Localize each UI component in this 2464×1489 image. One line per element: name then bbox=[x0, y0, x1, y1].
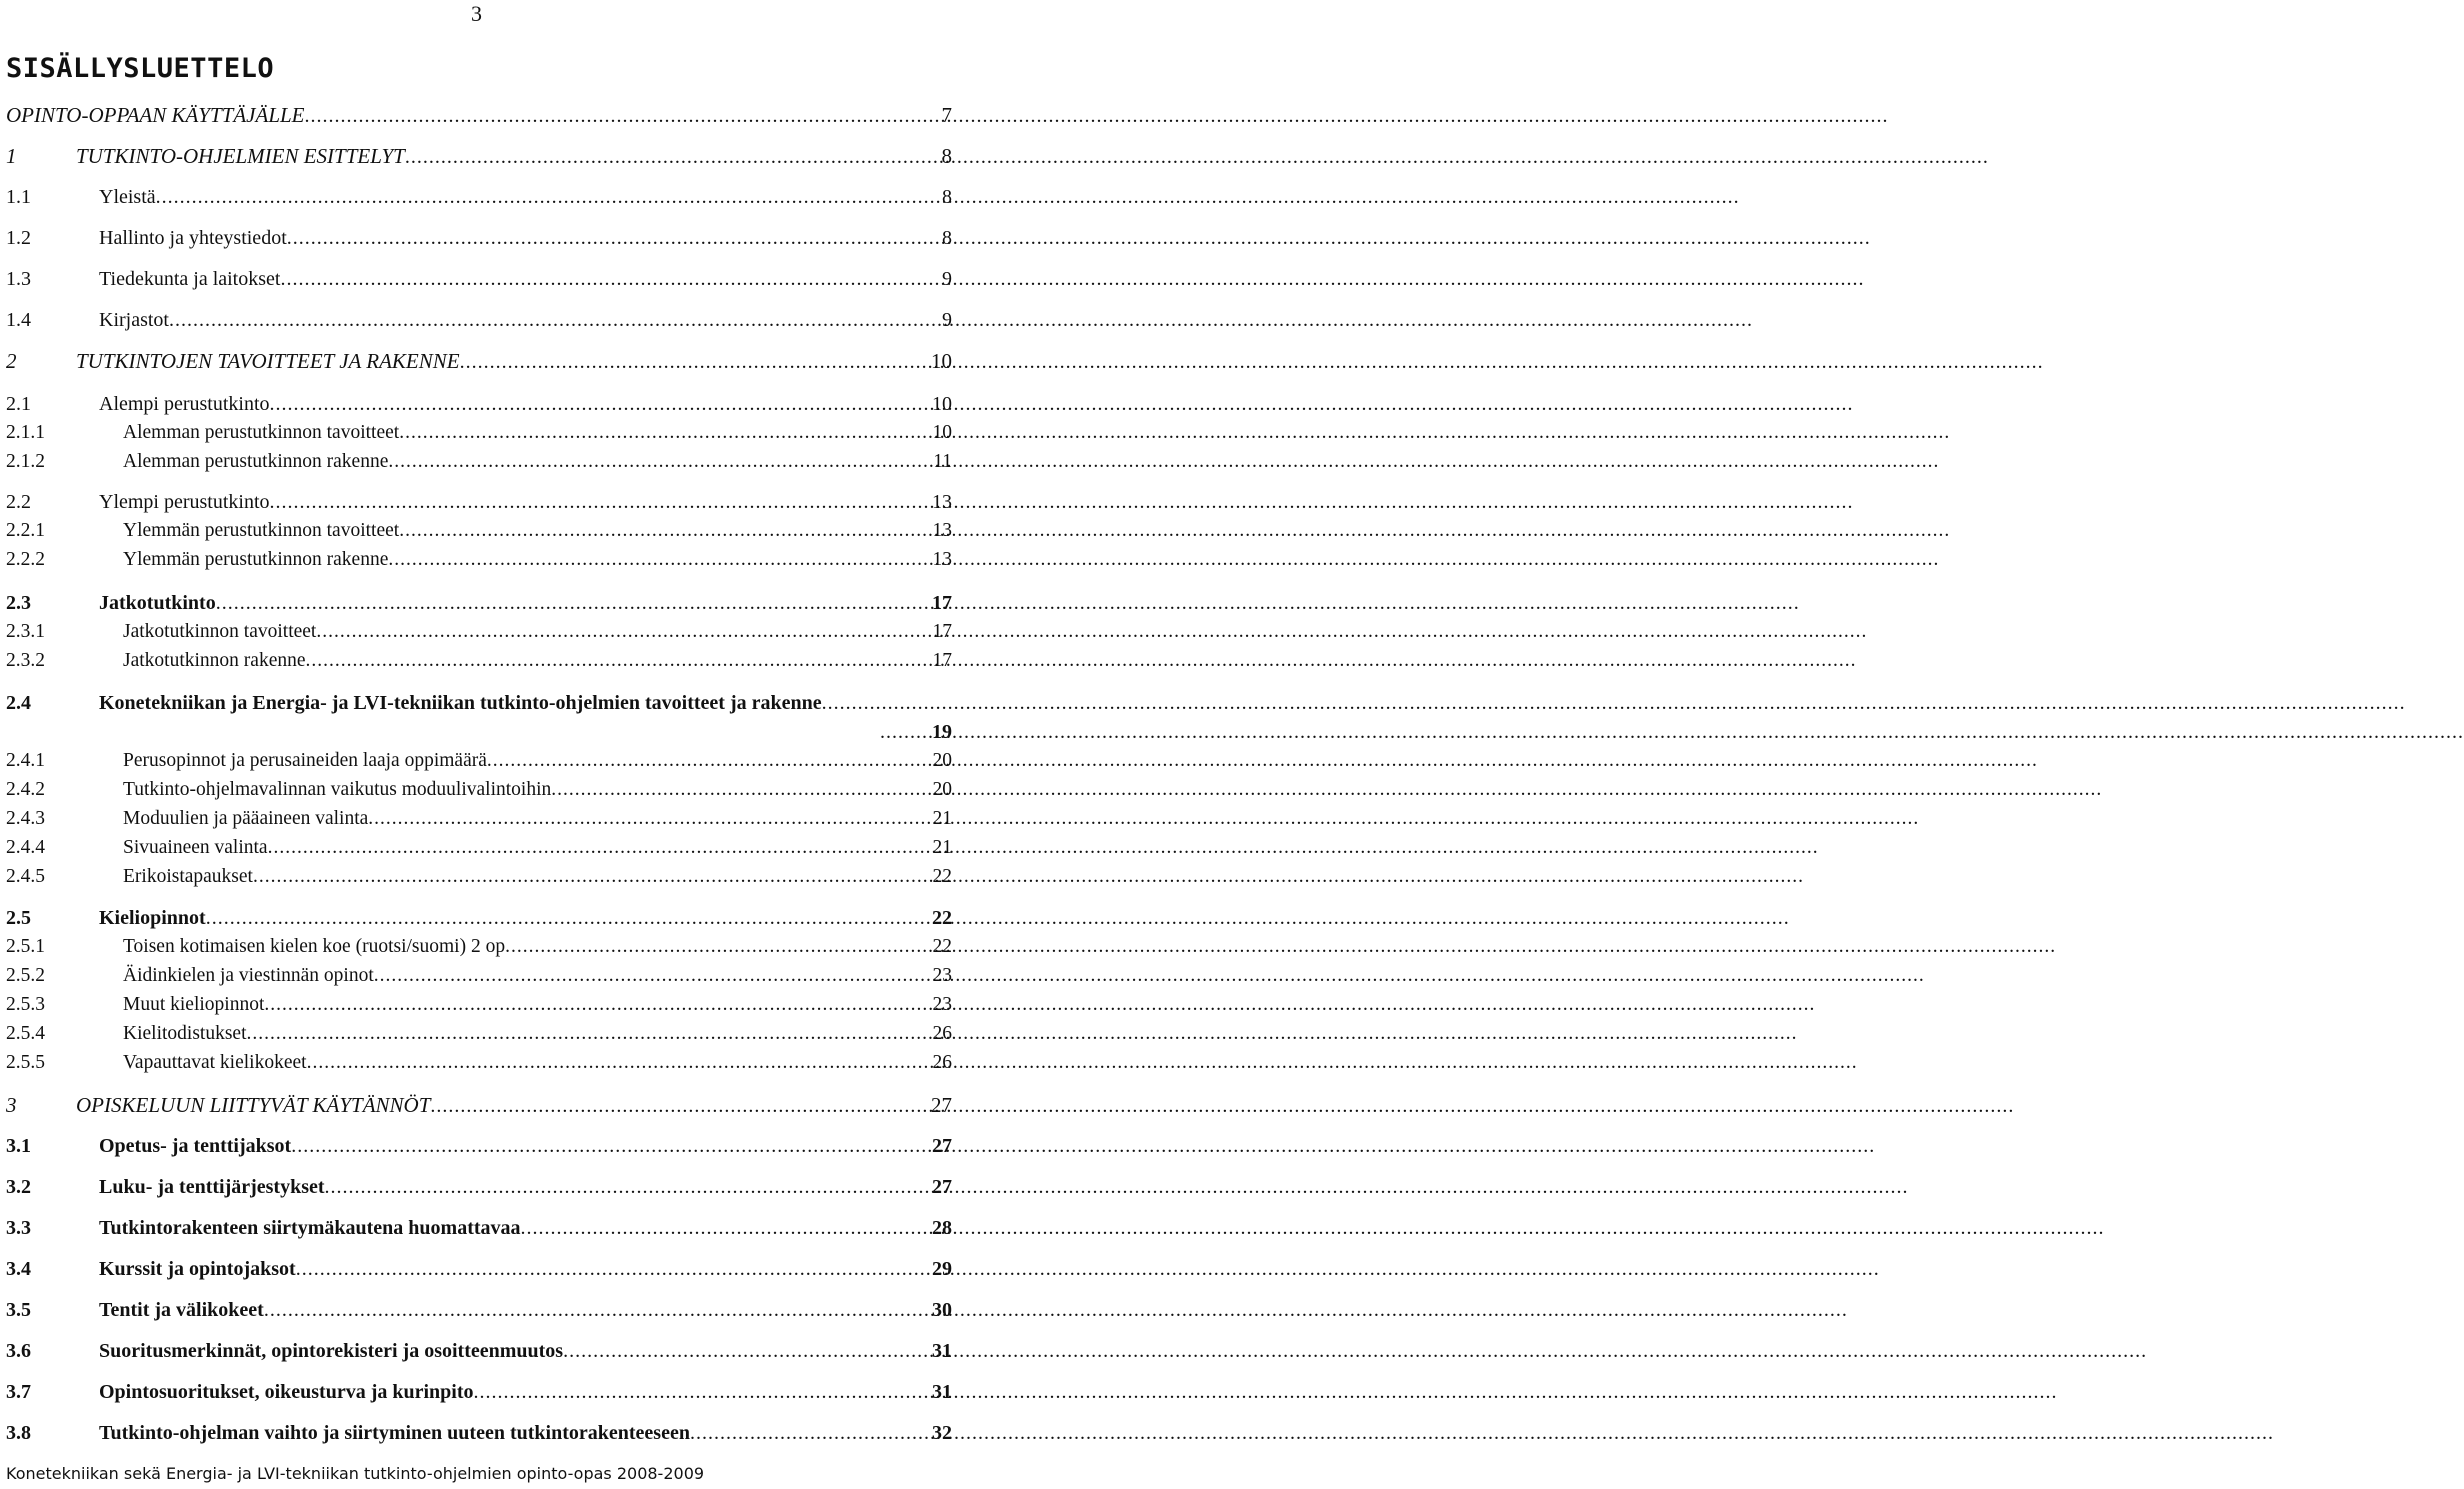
toc-entry-title: Ylemmän perustutkinnon rakenne bbox=[123, 549, 389, 570]
toc-entry-2-3-1[interactable] bbox=[6, 617, 952, 647]
toc-entry-1-3[interactable] bbox=[6, 264, 952, 294]
toc-entry-title: Tiedekunta ja laitokset bbox=[99, 268, 281, 290]
toc-entry-2-5-5[interactable] bbox=[6, 1048, 952, 1078]
toc-entry-title: Ylempi perustutkinto bbox=[99, 491, 270, 513]
toc-entry-title: TUTKINTOJEN TAVOITTEET JA RAKENNE bbox=[76, 349, 460, 373]
toc-entry-number: 3.1 bbox=[6, 1135, 31, 1157]
toc-entry-page: 28 bbox=[932, 1217, 952, 1239]
toc-entry-2-4-5[interactable] bbox=[6, 862, 952, 892]
toc-leader-dots bbox=[430, 1091, 929, 1121]
toc-entry-number: 3.8 bbox=[6, 1422, 31, 1444]
toc-entry-title: Opintosuoritukset, oikeusturva ja kurinpito bbox=[99, 1381, 474, 1403]
toc-entry-number: 2.3 bbox=[6, 592, 31, 614]
toc-entry-page: 21 bbox=[932, 837, 952, 858]
toc-entry-title: Tutkintorakenteen siirtymäkautena huomattavaa bbox=[99, 1217, 521, 1239]
toc-entry-title: Tutkinto-ohjelman vaihto ja siirtyminen uuteen tutkintorakenteeseen bbox=[99, 1422, 690, 1444]
toc-entry-number: 2.4.3 bbox=[6, 808, 45, 829]
toc-entry-2-5-1[interactable] bbox=[6, 932, 952, 962]
toc-entry-title: Tentit ja välikokeet bbox=[99, 1299, 264, 1321]
toc-entry-page: 23 bbox=[932, 965, 952, 986]
toc-entry-2-4-4[interactable] bbox=[6, 833, 952, 863]
toc-entry-title: Konetekniikan ja Energia- ja LVI-tekniikan tutkinto-ohjelmien tavoitteet ja rakenne bbox=[99, 692, 822, 714]
toc-entry-chapter-3[interactable] bbox=[6, 1090, 952, 1120]
toc-leader-dots bbox=[563, 1336, 930, 1366]
toc-entry-number: 3.3 bbox=[6, 1217, 31, 1239]
toc-entry-page: 29 bbox=[932, 1258, 952, 1280]
toc-leader-dots bbox=[374, 961, 931, 991]
toc-entry-number: 3.5 bbox=[6, 1299, 31, 1321]
toc-entry-title: Vapauttavat kielikokeet bbox=[123, 1052, 307, 1073]
toc-entry-title: Suoritusmerkinnät, opintorekisteri ja osoitteenmuutos bbox=[99, 1340, 564, 1362]
toc-entry-page: 27 bbox=[932, 1176, 952, 1198]
toc-entry-number: 2.4 bbox=[6, 692, 31, 714]
toc-entry-2-3-2[interactable] bbox=[6, 646, 952, 676]
toc-entry-title: Moduulien ja pääaineen valinta bbox=[123, 808, 369, 829]
toc-entry-number: 2.5.2 bbox=[6, 965, 45, 986]
toc-entry-3-6[interactable] bbox=[6, 1336, 952, 1366]
toc-entry-number: 2.4.4 bbox=[6, 837, 45, 858]
toc-entry-2-5[interactable] bbox=[6, 903, 952, 933]
toc-entry-number: 2.2.2 bbox=[6, 549, 45, 570]
toc-entry-page: 22 bbox=[932, 866, 952, 887]
toc-entry-number: 2.5.1 bbox=[6, 936, 45, 957]
page-number: 3 bbox=[471, 1, 482, 26]
toc-entry-page: 17 bbox=[932, 592, 952, 614]
toc-leader-dots bbox=[270, 389, 930, 419]
toc-leader-dots bbox=[388, 447, 931, 477]
toc-entry-page: 19 bbox=[932, 721, 952, 743]
toc-entry-2-4[interactable] bbox=[6, 688, 952, 718]
toc-entry-title: Kielitodistukset bbox=[123, 1023, 247, 1044]
toc-entry-title: Sivuaineen valinta bbox=[123, 837, 268, 858]
toc-entry-2-1[interactable] bbox=[6, 389, 952, 419]
toc-entry-title: OPISKELUUN LIITTYVÄT KÄYTÄNNÖT bbox=[76, 1093, 431, 1117]
toc-entry-number: 2.4.2 bbox=[6, 779, 45, 800]
toc-entry-number: 2.5 bbox=[6, 907, 31, 929]
toc-entry-number: 2.5.3 bbox=[6, 994, 45, 1015]
toc-entry-2-3[interactable] bbox=[6, 588, 952, 618]
toc-entry-3-2[interactable] bbox=[6, 1172, 952, 1202]
toc-entry-title: Jatkotutkinnon rakenne bbox=[123, 650, 306, 671]
toc-entry-2-5-4[interactable] bbox=[6, 1019, 952, 1049]
toc-entry-title: Jatkotutkinto bbox=[99, 592, 216, 614]
toc-entry-title: Kurssit ja opintojaksot bbox=[99, 1258, 296, 1280]
toc-entry-number: 1.1 bbox=[6, 186, 31, 208]
toc-entry-number: 2.2 bbox=[6, 491, 31, 513]
toc-leader-dots bbox=[388, 545, 930, 575]
toc-entry-2-2[interactable] bbox=[6, 487, 952, 517]
toc-entry-number: 2.3.1 bbox=[6, 621, 45, 642]
toc-entry-3-8[interactable] bbox=[6, 1418, 952, 1448]
toc-entry-2-2-2[interactable] bbox=[6, 545, 952, 575]
toc-entry-title: Hallinto ja yhteystiedot bbox=[99, 227, 287, 249]
toc-entry-page: 8 bbox=[942, 186, 952, 208]
toc-entry-number: 2.5.4 bbox=[6, 1023, 45, 1044]
toc-entry-page: 31 bbox=[932, 1381, 952, 1403]
toc-leader-dots bbox=[268, 833, 931, 863]
toc-leader-dots bbox=[307, 1048, 931, 1078]
toc-entry-number: 3.4 bbox=[6, 1258, 31, 1280]
toc-entry-page: 32 bbox=[932, 1422, 952, 1444]
toc-entry-2-5-2[interactable] bbox=[6, 961, 952, 991]
toc-entry-page: 13 bbox=[932, 520, 952, 541]
toc-entry-page: 10 bbox=[931, 349, 952, 373]
toc-entry-page: 17 bbox=[932, 650, 952, 671]
toc-entry-number: 1.3 bbox=[6, 268, 31, 290]
toc-entry-1-2[interactable] bbox=[6, 223, 952, 253]
toc-entry-page: 8 bbox=[942, 227, 952, 249]
toc-entry-title: Toisen kotimaisen kielen koe (ruotsi/suomi) 2 op bbox=[123, 936, 506, 957]
toc-entry-page: 10 bbox=[932, 393, 952, 415]
page-footer: Konetekniikan sekä Energia- ja LVI-tekniikan tutkinto-ohjelmien opinto-opas 2008-2009 bbox=[6, 1464, 705, 1483]
toc-entry-2-4-continuation bbox=[6, 717, 952, 747]
toc-leader-dots bbox=[325, 1172, 930, 1202]
toc-leader-dots bbox=[216, 588, 930, 618]
toc-entry-page: 10 bbox=[932, 422, 952, 443]
toc-entry-3-5[interactable] bbox=[6, 1295, 952, 1325]
toc-entry-page: 23 bbox=[932, 994, 952, 1015]
toc-leader-dots bbox=[474, 1377, 930, 1407]
toc-entry-page: 8 bbox=[941, 144, 952, 168]
toc-leader-dots bbox=[296, 1254, 930, 1284]
toc-leader-dots bbox=[880, 717, 930, 747]
toc-entry-number: 2.1.1 bbox=[6, 422, 45, 443]
toc-leader-dots bbox=[487, 746, 931, 776]
toc-leader-dots bbox=[399, 516, 930, 546]
toc-leader-dots bbox=[822, 688, 952, 718]
toc-entry-page: 13 bbox=[932, 491, 952, 513]
toc-entry-page: 7 bbox=[941, 103, 952, 127]
toc-leader-dots bbox=[206, 903, 930, 933]
toc-leader-dots bbox=[287, 223, 940, 253]
toc-leader-dots bbox=[291, 1131, 930, 1161]
toc-entry-number: 2.4.1 bbox=[6, 750, 45, 771]
toc-entry-number: 3.6 bbox=[6, 1340, 31, 1362]
toc-entry-number: 2 bbox=[6, 349, 17, 373]
toc-entry-title: Erikoistapaukset bbox=[123, 866, 253, 887]
toc-leader-dots bbox=[316, 617, 930, 647]
toc-entry-number: 2.3.2 bbox=[6, 650, 45, 671]
toc-entry-chapter-1[interactable] bbox=[6, 141, 952, 171]
toc-entry-2-2-1[interactable] bbox=[6, 516, 952, 546]
toc-entry-chapter-2[interactable] bbox=[6, 346, 952, 376]
toc-entry-3-1[interactable] bbox=[6, 1131, 952, 1161]
toc-entry-page: 27 bbox=[932, 1135, 952, 1157]
toc-entry-page: 22 bbox=[932, 907, 952, 929]
toc-entry-3-4[interactable] bbox=[6, 1254, 952, 1284]
toc-entry-title: Alemman perustutkinnon rakenne bbox=[123, 451, 389, 472]
toc-entry-page: 20 bbox=[932, 779, 952, 800]
toc-leader-dots bbox=[264, 1295, 930, 1325]
toc-entry-title: Yleistä bbox=[99, 186, 156, 208]
toc-leader-dots bbox=[247, 1019, 931, 1049]
toc-entry-page: 17 bbox=[932, 621, 952, 642]
toc-entry-page: 9 bbox=[942, 268, 952, 290]
toc-entry-3-7[interactable] bbox=[6, 1377, 952, 1407]
toc-leader-dots bbox=[306, 646, 931, 676]
toc-entry-page: 9 bbox=[942, 309, 952, 331]
toc-entry-1-4[interactable] bbox=[6, 305, 952, 335]
toc-entry-title: Opetus- ja tenttijaksot bbox=[99, 1135, 292, 1157]
toc-entry-number: 2.2.1 bbox=[6, 520, 45, 541]
toc-entry-preface[interactable] bbox=[6, 100, 952, 130]
toc-entry-title: Jatkotutkinnon tavoitteet bbox=[123, 621, 317, 642]
toc-entry-page: 30 bbox=[932, 1299, 952, 1321]
toc-leader-dots bbox=[169, 305, 940, 335]
toc-entry-number: 1.2 bbox=[6, 227, 31, 249]
toc-entry-number: 2.1.2 bbox=[6, 451, 45, 472]
toc-entry-title: Tutkinto-ohjelmavalinnan vaikutus moduulivalintoihin bbox=[123, 779, 552, 800]
toc-leader-dots bbox=[690, 1418, 930, 1448]
toc-entry-2-1-2[interactable] bbox=[6, 447, 952, 477]
toc-entry-page: 21 bbox=[932, 808, 952, 829]
toc-leader-dots bbox=[405, 142, 940, 172]
toc-entry-page: 20 bbox=[932, 750, 952, 771]
toc-entry-title: Muut kieliopinnot bbox=[123, 994, 265, 1015]
toc-entry-number: 2.4.5 bbox=[6, 866, 45, 887]
toc-entry-title: Luku- ja tenttijärjestykset bbox=[99, 1176, 325, 1198]
toc-leader-dots bbox=[270, 487, 930, 517]
toc-entry-title: OPINTO-OPPAAN KÄYTTÄJÄLLE bbox=[6, 103, 305, 127]
toc-leader-dots bbox=[368, 804, 930, 834]
toc-entry-title: Perusopinnot ja perusaineiden laaja oppimäärä bbox=[123, 750, 487, 771]
toc-leader-dots bbox=[305, 101, 940, 131]
toc-leader-dots bbox=[399, 418, 930, 448]
toc-leader-dots bbox=[551, 775, 930, 805]
toc-leader-dots bbox=[253, 862, 931, 892]
toc-entry-title: Kirjastot bbox=[99, 309, 169, 331]
toc-entry-title: Alemman perustutkinnon tavoitteet bbox=[123, 422, 400, 443]
toc-entry-number: 3.7 bbox=[6, 1381, 31, 1403]
toc-entry-2-1-1[interactable] bbox=[6, 418, 952, 448]
toc-entry-2-4-2[interactable] bbox=[6, 775, 952, 805]
toc-entry-page: 22 bbox=[932, 936, 952, 957]
toc-leader-dots bbox=[521, 1213, 930, 1243]
toc-leader-dots bbox=[280, 264, 940, 294]
toc-heading: SISÄLLYSLUETTELO bbox=[6, 53, 275, 84]
toc-entry-number: 3.2 bbox=[6, 1176, 31, 1198]
toc-entry-number: 3 bbox=[6, 1093, 17, 1117]
toc-entry-2-4-1[interactable] bbox=[6, 746, 952, 776]
toc-entry-page: 26 bbox=[932, 1052, 952, 1073]
toc-entry-3-3[interactable] bbox=[6, 1213, 952, 1243]
toc-entry-number: 2.1 bbox=[6, 393, 31, 415]
toc-entry-title: TUTKINTO-OHJELMIEN ESITTELYT bbox=[76, 144, 405, 168]
toc-entry-2-5-3[interactable] bbox=[6, 990, 952, 1020]
toc-leader-dots bbox=[460, 347, 929, 377]
toc-entry-1-1[interactable] bbox=[6, 182, 952, 212]
toc-entry-title: Alempi perustutkinto bbox=[99, 393, 270, 415]
toc-entry-number: 1.4 bbox=[6, 309, 31, 331]
toc-entry-title: Kieliopinnot bbox=[99, 907, 206, 929]
toc-entry-page: 11 bbox=[933, 451, 952, 472]
toc-entry-title: Äidinkielen ja viestinnän opinot bbox=[123, 965, 374, 986]
toc-entry-page: 31 bbox=[932, 1340, 952, 1362]
toc-leader-dots bbox=[505, 932, 930, 962]
toc-entry-number: 1 bbox=[6, 144, 17, 168]
toc-entry-number: 2.5.5 bbox=[6, 1052, 45, 1073]
toc-entry-page: 13 bbox=[932, 549, 952, 570]
toc-leader-dots bbox=[156, 182, 940, 212]
toc-entry-2-4-3[interactable] bbox=[6, 804, 952, 834]
toc-entry-page: 27 bbox=[931, 1093, 952, 1117]
toc-entry-page: 26 bbox=[932, 1023, 952, 1044]
toc-leader-dots bbox=[264, 990, 930, 1020]
toc-entry-title: Ylemmän perustutkinnon tavoitteet bbox=[123, 520, 400, 541]
